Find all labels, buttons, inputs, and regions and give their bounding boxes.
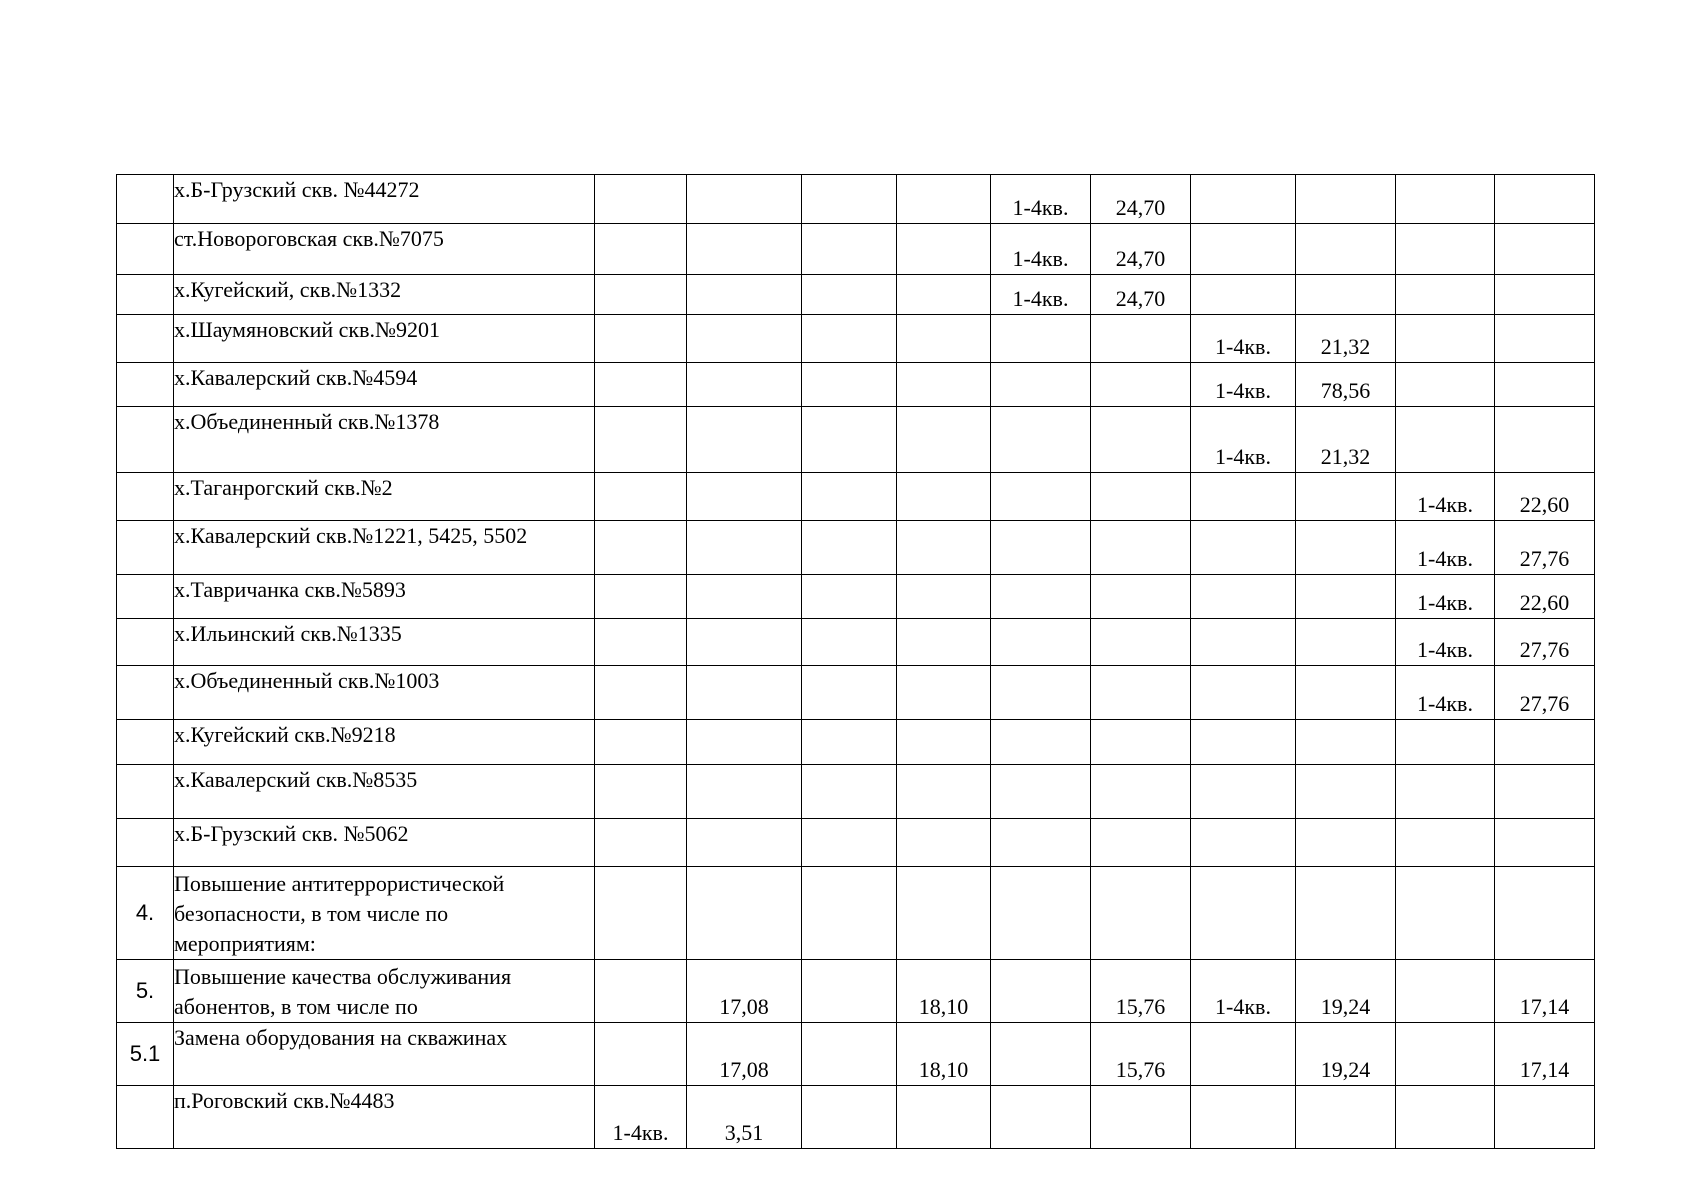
quarter-cell: [595, 819, 687, 867]
quarter-cell: [802, 575, 897, 619]
quarter-cell: [595, 363, 687, 407]
value-cell: [1296, 819, 1396, 867]
quarter-cell: [1191, 619, 1296, 666]
row-number-cell: 5.: [117, 960, 174, 1023]
value-cell: 78,56: [1296, 363, 1396, 407]
row-name-cell: Повышение качества обслуживания абонентов, в том числе по: [174, 960, 595, 1023]
row-name-cell: х.Кавалерский скв.№1221, 5425, 5502: [174, 521, 595, 575]
row-name-cell: х.Ильинский скв.№1335: [174, 619, 595, 666]
quarter-cell: [1191, 224, 1296, 275]
row-name-cell: х.Кавалерский скв.№4594: [174, 363, 595, 407]
row-number-cell: [117, 224, 174, 275]
value-cell: [1296, 473, 1396, 521]
value-cell: 27,76: [1495, 521, 1595, 575]
value-cell: 24,70: [1091, 224, 1191, 275]
quarter-cell: 1-4кв.: [1191, 407, 1296, 473]
quarter-cell: [991, 765, 1091, 819]
table-row: [117, 720, 1595, 765]
row-name-cell: Повышение антитеррористической безопасности, в том числе по мероприятиям:: [174, 867, 595, 960]
value-cell: [687, 407, 802, 473]
row-name-cell: х.Объединенный скв.№1378: [174, 407, 595, 473]
value-cell: [1495, 315, 1595, 363]
quarter-cell: [595, 960, 687, 1023]
row-name-cell: х.Кавалерский скв.№8535: [174, 765, 595, 819]
table-row: [117, 819, 1595, 867]
table-row: [117, 666, 1595, 720]
value-cell: [1091, 575, 1191, 619]
quarter-cell: [802, 521, 897, 575]
value-cell: [687, 363, 802, 407]
quarter-cell: [991, 473, 1091, 521]
row-name-cell: х.Шаумяновский скв.№9201: [174, 315, 595, 363]
value-cell: [1296, 720, 1396, 765]
quarter-cell: [1396, 1023, 1495, 1086]
quarter-cell: [595, 315, 687, 363]
value-cell: 27,76: [1495, 666, 1595, 720]
document-table: [116, 174, 1595, 1149]
quarter-cell: [595, 224, 687, 275]
quarter-cell: [991, 315, 1091, 363]
row-name-cell: х.Кугейский, скв.№1332: [174, 275, 595, 315]
quarter-cell: [802, 275, 897, 315]
value-cell: 15,76: [1091, 960, 1191, 1023]
value-cell: [687, 867, 802, 960]
value-cell: [687, 619, 802, 666]
value-cell: [687, 315, 802, 363]
quarter-cell: [1396, 819, 1495, 867]
value-cell: [897, 407, 991, 473]
value-cell: [897, 175, 991, 224]
quarter-cell: [1191, 765, 1296, 819]
quarter-cell: 1-4кв.: [1396, 619, 1495, 666]
row-number-cell: [117, 765, 174, 819]
quarter-cell: [1396, 765, 1495, 819]
row-number-cell: [117, 1086, 174, 1149]
value-cell: [1495, 175, 1595, 224]
value-cell: 18,10: [897, 1023, 991, 1086]
value-cell: [897, 819, 991, 867]
value-cell: [1091, 407, 1191, 473]
value-cell: [687, 666, 802, 720]
value-cell: [897, 1086, 991, 1149]
quarter-cell: [991, 867, 1091, 960]
quarter-cell: [1396, 407, 1495, 473]
value-cell: [1495, 275, 1595, 315]
quarter-cell: 1-4кв.: [595, 1086, 687, 1149]
quarter-cell: [991, 521, 1091, 575]
value-cell: [1495, 407, 1595, 473]
value-cell: [897, 867, 991, 960]
quarter-cell: [595, 407, 687, 473]
value-cell: [1091, 765, 1191, 819]
quarter-cell: [1191, 575, 1296, 619]
value-cell: [897, 619, 991, 666]
value-cell: [1296, 619, 1396, 666]
table-row: [117, 867, 1595, 960]
quarter-cell: [1191, 666, 1296, 720]
value-cell: [1091, 819, 1191, 867]
quarter-cell: [1396, 175, 1495, 224]
row-number-cell: [117, 473, 174, 521]
value-cell: [897, 315, 991, 363]
value-cell: [897, 521, 991, 575]
value-cell: [1495, 224, 1595, 275]
quarter-cell: [595, 473, 687, 521]
quarter-cell: 1-4кв.: [1396, 575, 1495, 619]
value-cell: [687, 720, 802, 765]
value-cell: [897, 473, 991, 521]
quarter-cell: [1191, 867, 1296, 960]
row-name-cell: х.Тавричанка скв.№5893: [174, 575, 595, 619]
quarter-cell: [1396, 720, 1495, 765]
value-cell: [1091, 666, 1191, 720]
value-cell: [1091, 521, 1191, 575]
value-cell: [1296, 224, 1396, 275]
table-row: [117, 765, 1595, 819]
quarter-cell: [1396, 315, 1495, 363]
value-cell: [687, 275, 802, 315]
quarter-cell: [595, 765, 687, 819]
value-cell: [1091, 363, 1191, 407]
quarter-cell: [1191, 1023, 1296, 1086]
table-row: [117, 175, 1595, 224]
value-cell: [1091, 315, 1191, 363]
row-number-cell: [117, 275, 174, 315]
quarter-cell: [802, 315, 897, 363]
quarter-cell: [1191, 175, 1296, 224]
quarter-cell: 1-4кв.: [1396, 521, 1495, 575]
row-name-cell: п.Роговский скв.№4483: [174, 1086, 595, 1149]
quarter-cell: [991, 960, 1091, 1023]
value-cell: 27,76: [1495, 619, 1595, 666]
table-row: [117, 619, 1595, 666]
value-cell: [1296, 175, 1396, 224]
value-cell: [897, 224, 991, 275]
value-cell: [1296, 575, 1396, 619]
value-cell: 15,76: [1091, 1023, 1191, 1086]
value-cell: [687, 765, 802, 819]
quarter-cell: [991, 819, 1091, 867]
quarter-cell: [1191, 473, 1296, 521]
row-number-cell: [117, 407, 174, 473]
row-number-cell: [117, 720, 174, 765]
value-cell: 17,14: [1495, 1023, 1595, 1086]
quarter-cell: [991, 407, 1091, 473]
quarter-cell: [1396, 363, 1495, 407]
value-cell: [1091, 619, 1191, 666]
value-cell: 19,24: [1296, 960, 1396, 1023]
value-cell: [1296, 765, 1396, 819]
quarter-cell: [802, 619, 897, 666]
quarter-cell: [802, 363, 897, 407]
value-cell: [1296, 275, 1396, 315]
value-cell: [1091, 1086, 1191, 1149]
quarter-cell: [595, 575, 687, 619]
row-number-cell: [117, 619, 174, 666]
row-number-cell: [117, 175, 174, 224]
quarter-cell: [1191, 521, 1296, 575]
value-cell: [1296, 666, 1396, 720]
quarter-cell: [802, 867, 897, 960]
quarter-cell: [802, 407, 897, 473]
quarter-cell: [1396, 224, 1495, 275]
value-cell: [1495, 1086, 1595, 1149]
quarter-cell: 1-4кв.: [1191, 315, 1296, 363]
value-cell: [1495, 720, 1595, 765]
row-number-cell: [117, 521, 174, 575]
quarter-cell: [595, 867, 687, 960]
quarter-cell: [1191, 275, 1296, 315]
value-cell: [897, 765, 991, 819]
table-row: [117, 224, 1595, 275]
row-name-cell: х.Таганрогский скв.№2: [174, 473, 595, 521]
table-row: [117, 473, 1595, 521]
table-row: [117, 960, 1595, 1023]
quarter-cell: [802, 473, 897, 521]
row-name-cell: х.Б-Грузский скв. №44272: [174, 175, 595, 224]
quarter-cell: [802, 224, 897, 275]
quarter-cell: [595, 521, 687, 575]
quarter-cell: [991, 363, 1091, 407]
quarter-cell: [1396, 275, 1495, 315]
value-cell: [1091, 867, 1191, 960]
quarter-cell: 1-4кв.: [1396, 666, 1495, 720]
value-cell: [687, 224, 802, 275]
value-cell: [687, 819, 802, 867]
quarter-cell: [991, 575, 1091, 619]
row-number-cell: 5.1: [117, 1023, 174, 1086]
value-cell: [897, 363, 991, 407]
table-row: [117, 1023, 1595, 1086]
row-name-cell: х.Б-Грузский скв. №5062: [174, 819, 595, 867]
value-cell: 21,32: [1296, 407, 1396, 473]
value-cell: [1296, 867, 1396, 960]
value-cell: [897, 275, 991, 315]
value-cell: 22,60: [1495, 575, 1595, 619]
quarter-cell: [991, 720, 1091, 765]
value-cell: [687, 175, 802, 224]
table-row: [117, 275, 1595, 315]
quarter-cell: [802, 720, 897, 765]
quarter-cell: [991, 1023, 1091, 1086]
quarter-cell: [1396, 1086, 1495, 1149]
quarter-cell: [595, 666, 687, 720]
row-name-cell: ст.Новороговская скв.№7075: [174, 224, 595, 275]
table-body: [117, 175, 1595, 1149]
value-cell: [1495, 867, 1595, 960]
quarter-cell: [802, 1023, 897, 1086]
value-cell: [1495, 765, 1595, 819]
row-name-cell: х.Кугейский скв.№9218: [174, 720, 595, 765]
row-number-cell: 4.: [117, 867, 174, 960]
value-cell: 18,10: [897, 960, 991, 1023]
table-row: [117, 407, 1595, 473]
quarter-cell: 1-4кв.: [1191, 363, 1296, 407]
value-cell: 17,08: [687, 1023, 802, 1086]
table-row: [117, 575, 1595, 619]
quarter-cell: 1-4кв.: [1191, 960, 1296, 1023]
value-cell: [1091, 473, 1191, 521]
value-cell: [687, 575, 802, 619]
quarter-cell: 1-4кв.: [1396, 473, 1495, 521]
quarter-cell: 1-4кв.: [991, 175, 1091, 224]
value-cell: 19,24: [1296, 1023, 1396, 1086]
value-cell: [687, 521, 802, 575]
value-cell: [897, 666, 991, 720]
value-cell: [687, 473, 802, 521]
value-cell: 21,32: [1296, 315, 1396, 363]
value-cell: 17,14: [1495, 960, 1595, 1023]
quarter-cell: [802, 765, 897, 819]
value-cell: [1296, 521, 1396, 575]
quarter-cell: [991, 666, 1091, 720]
quarter-cell: [1396, 867, 1495, 960]
quarter-cell: [1191, 819, 1296, 867]
quarter-cell: [802, 960, 897, 1023]
value-cell: [897, 575, 991, 619]
row-number-cell: [117, 315, 174, 363]
value-cell: 24,70: [1091, 275, 1191, 315]
quarter-cell: 1-4кв.: [991, 275, 1091, 315]
row-name-cell: Замена оборудования на скважинах: [174, 1023, 595, 1086]
row-number-cell: [117, 666, 174, 720]
quarter-cell: [595, 619, 687, 666]
value-cell: [1495, 819, 1595, 867]
row-name-cell: х.Объединенный скв.№1003: [174, 666, 595, 720]
quarter-cell: [991, 1086, 1091, 1149]
table-row: [117, 363, 1595, 407]
table-row: [117, 1086, 1595, 1149]
value-cell: 3,51: [687, 1086, 802, 1149]
quarter-cell: [802, 1086, 897, 1149]
quarter-cell: 1-4кв.: [991, 224, 1091, 275]
table-row: [117, 315, 1595, 363]
quarter-cell: [595, 1023, 687, 1086]
value-cell: 17,08: [687, 960, 802, 1023]
quarter-cell: [991, 619, 1091, 666]
quarter-cell: [595, 175, 687, 224]
quarter-cell: [802, 175, 897, 224]
quarter-cell: [1191, 1086, 1296, 1149]
row-number-cell: [117, 819, 174, 867]
quarter-cell: [1191, 720, 1296, 765]
value-cell: 22,60: [1495, 473, 1595, 521]
row-number-cell: [117, 363, 174, 407]
quarter-cell: [1396, 960, 1495, 1023]
value-cell: [1495, 363, 1595, 407]
quarter-cell: [595, 720, 687, 765]
value-cell: [897, 720, 991, 765]
value-cell: [1091, 720, 1191, 765]
value-cell: 24,70: [1091, 175, 1191, 224]
quarter-cell: [595, 275, 687, 315]
row-number-cell: [117, 575, 174, 619]
quarter-cell: [802, 819, 897, 867]
quarter-cell: [802, 666, 897, 720]
value-cell: [1296, 1086, 1396, 1149]
table-row: [117, 521, 1595, 575]
